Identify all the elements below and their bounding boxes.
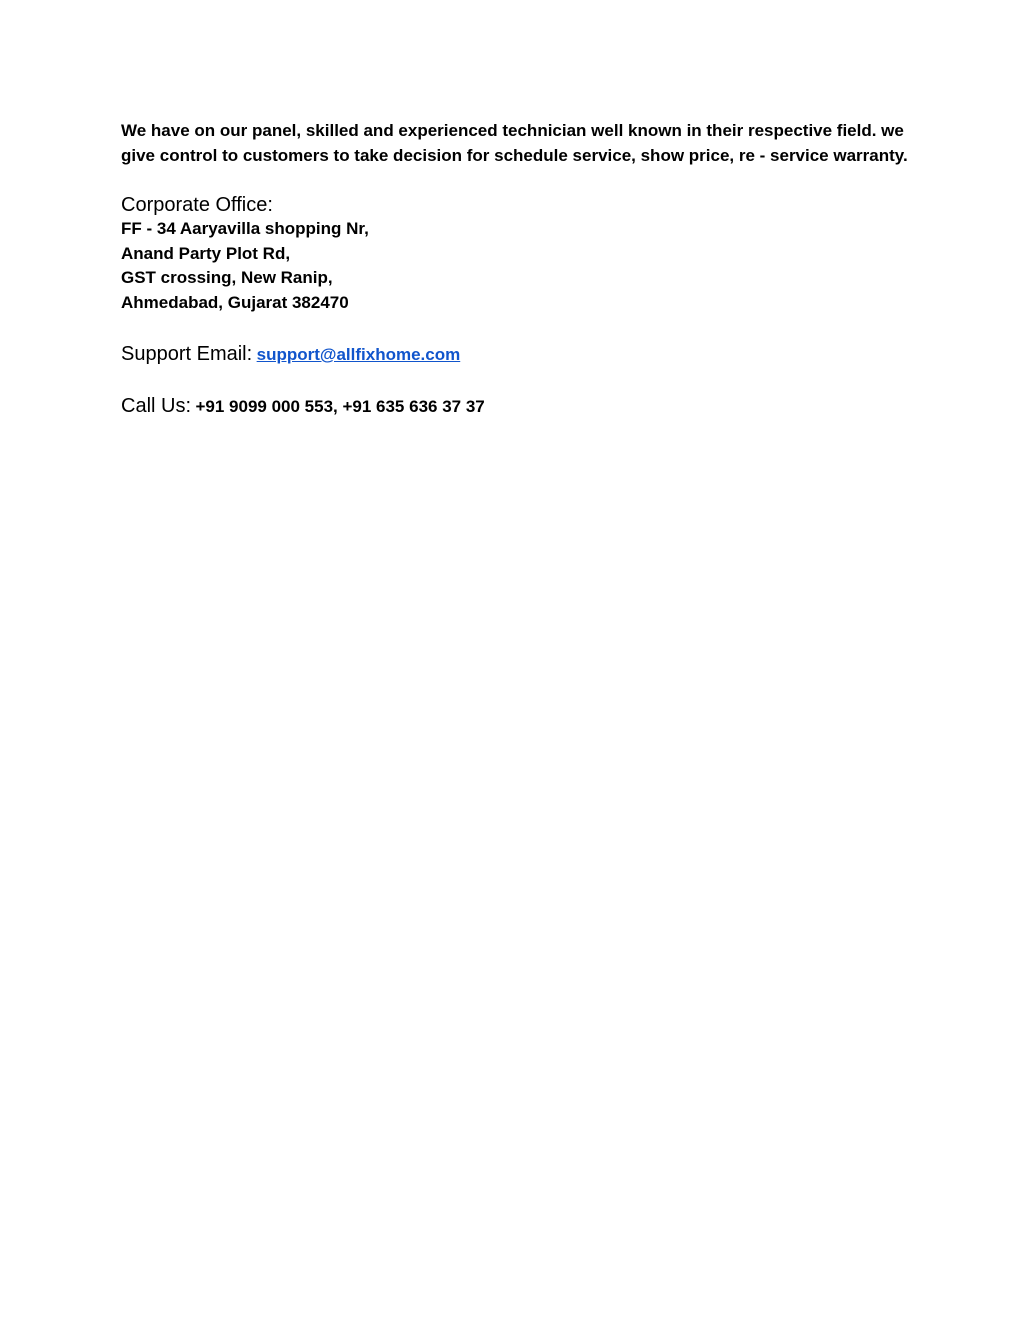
- address-line: FF - 34 Aaryavilla shopping Nr,: [121, 219, 369, 238]
- address-line: GST crossing, New Ranip,: [121, 268, 333, 287]
- address-line: Anand Party Plot Rd,: [121, 243, 291, 263]
- address-line: Ahmedabad, Gujarat 382470: [121, 292, 349, 312]
- corporate-office-heading: Corporate Office:: [121, 194, 273, 216]
- corporate-office-address: [121, 217, 911, 315]
- phone-numbers: +91 9099 000 553, +91 635 636 37 37: [195, 397, 485, 416]
- call-us-label: Call Us:: [121, 395, 192, 417]
- support-email-row: [121, 341, 911, 369]
- document-page: [121, 119, 911, 421]
- call-us-row: [121, 393, 911, 421]
- intro-paragraph: We have on our panel, skilled and experienced technician well known in their respective field. we give control to customers to take decision for schedule service, show price, re - service warranty.: [121, 121, 908, 165]
- support-email-label: Support Email:: [121, 343, 253, 365]
- support-email-link[interactable]: support@allfixhome.com: [256, 345, 461, 364]
